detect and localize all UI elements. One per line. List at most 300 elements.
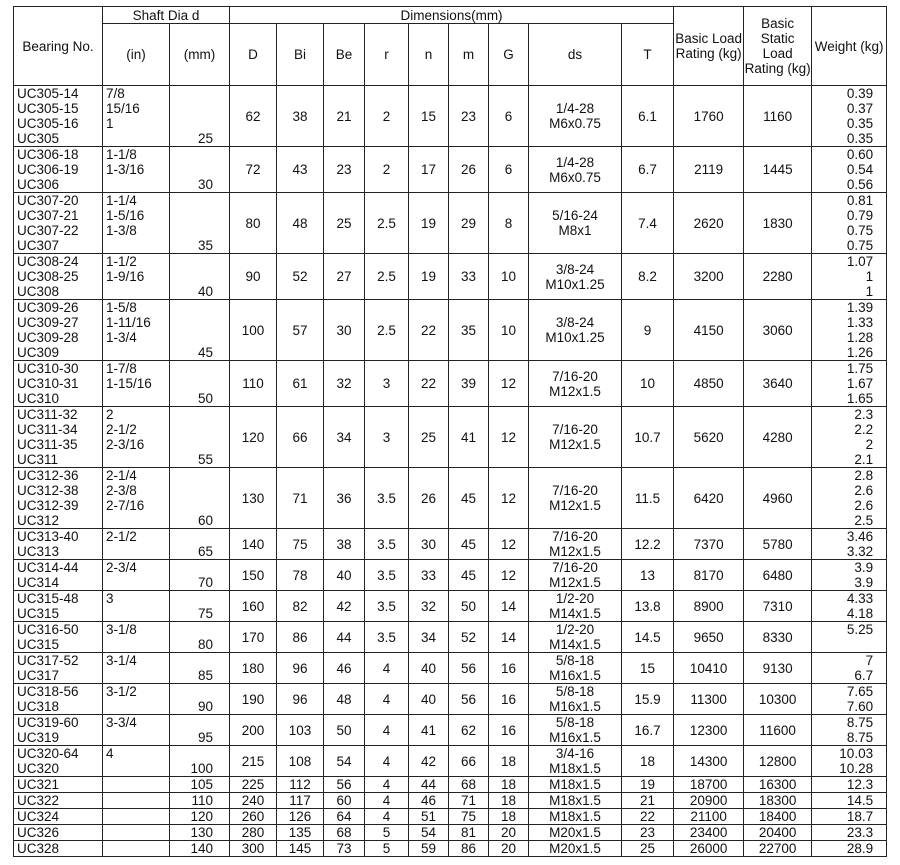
basic-static-cell: 1445 bbox=[744, 147, 812, 193]
dim-t-cell: 15.9 bbox=[622, 684, 674, 715]
shaft-in: 2-3/16 bbox=[106, 437, 145, 452]
dim-r-cell: 4 bbox=[365, 653, 409, 684]
dim-r-cell: 2.5 bbox=[365, 193, 409, 254]
dim-t-cell: 21 bbox=[622, 793, 674, 809]
dim-d-cell: 110 bbox=[230, 361, 277, 407]
dim-g-cell: 10 bbox=[489, 300, 529, 361]
dim-g-cell: 6 bbox=[489, 147, 529, 193]
bearing-no-cell bbox=[14, 86, 103, 147]
dim-ds-cell bbox=[529, 468, 622, 529]
bearing-no: UC324 bbox=[17, 809, 60, 824]
dim-be-cell: 56 bbox=[324, 777, 365, 793]
weight-value: 1.75 bbox=[846, 361, 874, 376]
shaft-in: 2-1/2 bbox=[106, 529, 137, 544]
dim-r-cell: 5 bbox=[365, 825, 409, 841]
dim-ds-cell bbox=[529, 825, 622, 841]
shaft-mm-cell: 50 bbox=[170, 361, 230, 407]
ds-value: 7/16-20 bbox=[552, 483, 598, 498]
header-T: T bbox=[622, 24, 674, 86]
bearing-no: UC309-28 bbox=[17, 330, 79, 345]
dim-n-cell: 42 bbox=[409, 746, 449, 777]
dim-be-cell: 36 bbox=[324, 468, 365, 529]
dim-ds-cell bbox=[529, 86, 622, 147]
ds-value: M18x1.5 bbox=[549, 809, 601, 824]
shaft-in: 3 bbox=[106, 591, 114, 606]
ds-value: 1/4-28 bbox=[555, 154, 595, 170]
weight-value: 2.6 bbox=[854, 498, 874, 513]
dim-be-cell: 21 bbox=[324, 86, 365, 147]
bearing-no: UC311-32 bbox=[17, 407, 78, 422]
ds-value: 5/8-18 bbox=[555, 653, 595, 668]
ds-value: 1/4-28 bbox=[555, 101, 595, 116]
shaft-in-cell bbox=[103, 591, 170, 622]
shaft-mm-cell: 95 bbox=[170, 715, 230, 746]
dim-t-cell: 6.7 bbox=[622, 147, 674, 193]
shaft-in: 2-3/4 bbox=[106, 560, 137, 575]
shaft-in-cell bbox=[103, 825, 170, 841]
dim-be-cell: 50 bbox=[324, 715, 365, 746]
weight-value: 0.37 bbox=[846, 101, 874, 116]
shaft-in: 1-11/16 bbox=[106, 315, 151, 330]
dim-m-cell: 33 bbox=[449, 254, 489, 300]
weight-value: 0.75 bbox=[846, 223, 874, 238]
dim-t-cell: 12.2 bbox=[622, 529, 674, 560]
dim-r-cell: 3 bbox=[365, 361, 409, 407]
weight-cell bbox=[812, 591, 887, 622]
ds-value: 7/16-20 bbox=[552, 422, 598, 437]
bearing-no: UC320-64 bbox=[17, 746, 79, 761]
weight-cell bbox=[812, 777, 887, 793]
shaft-in: 1-1/8 bbox=[106, 147, 137, 162]
shaft-in: 1-3/4 bbox=[106, 330, 137, 345]
shaft-in: 1-1/2 bbox=[106, 254, 137, 269]
dim-ds-cell bbox=[529, 254, 622, 300]
basic-static-cell: 2280 bbox=[744, 254, 812, 300]
shaft-in: 3-1/8 bbox=[106, 622, 137, 637]
dim-n-cell: 19 bbox=[409, 254, 449, 300]
dim-ds-cell bbox=[529, 361, 622, 407]
dim-t-cell: 11.5 bbox=[622, 468, 674, 529]
weight-cell bbox=[812, 407, 887, 468]
basic-static-cell: 5780 bbox=[744, 529, 812, 560]
weight-value: 0.81 bbox=[846, 193, 874, 208]
shaft-in-cell bbox=[103, 529, 170, 560]
bearing-no-cell bbox=[14, 560, 103, 591]
dim-bi-cell: 117 bbox=[277, 793, 324, 809]
bearing-no-cell bbox=[14, 147, 103, 193]
weight-value: 0.39 bbox=[846, 86, 874, 101]
dim-r-cell: 2.5 bbox=[365, 254, 409, 300]
basic-load-cell: 2119 bbox=[674, 147, 744, 193]
dim-be-cell: 73 bbox=[324, 841, 365, 857]
ds-value: M16x1.5 bbox=[549, 730, 601, 745]
bearing-no-cell bbox=[14, 715, 103, 746]
bearing-no-cell bbox=[14, 529, 103, 560]
dim-m-cell: 26 bbox=[449, 147, 489, 193]
dim-d-cell: 200 bbox=[230, 715, 277, 746]
bearing-no: UC306-18 bbox=[17, 147, 79, 162]
bearing-no: UC328 bbox=[17, 841, 60, 856]
weight-value: 2.6 bbox=[854, 483, 874, 498]
bearing-no: UC312 bbox=[17, 513, 60, 528]
table-row bbox=[14, 715, 887, 746]
basic-static-cell: 10300 bbox=[744, 684, 812, 715]
basic-load-cell: 2620 bbox=[674, 193, 744, 254]
shaft-mm-cell: 140 bbox=[170, 841, 230, 857]
shaft-in-cell bbox=[103, 715, 170, 746]
weight-value: 7 bbox=[865, 653, 874, 668]
dim-m-cell: 86 bbox=[449, 841, 489, 857]
dim-ds-cell bbox=[529, 560, 622, 591]
ds-value: 5/8-18 bbox=[555, 684, 595, 699]
shaft-mm-cell: 75 bbox=[170, 591, 230, 622]
dim-be-cell: 60 bbox=[324, 793, 365, 809]
dim-m-cell: 75 bbox=[449, 809, 489, 825]
dim-d-cell: 72 bbox=[230, 147, 277, 193]
header-in: (in) bbox=[103, 24, 170, 86]
bearing-no: UC305-15 bbox=[17, 101, 79, 116]
header-shaft-dia: Shaft Dia d bbox=[103, 7, 230, 24]
dim-d-cell: 62 bbox=[230, 86, 277, 147]
bearing-no: UC309-27 bbox=[17, 315, 79, 330]
ds-value: M12x1.5 bbox=[549, 575, 601, 590]
dim-g-cell: 12 bbox=[489, 407, 529, 468]
bearing-no-cell bbox=[14, 300, 103, 361]
table-row bbox=[14, 529, 887, 560]
dim-g-cell: 18 bbox=[489, 793, 529, 809]
bearing-no-cell bbox=[14, 193, 103, 254]
dim-m-cell: 50 bbox=[449, 591, 489, 622]
header-dimensions: Dimensions(mm) bbox=[230, 7, 674, 24]
dim-ds-cell bbox=[529, 777, 622, 793]
dim-g-cell: 16 bbox=[489, 684, 529, 715]
dim-r-cell: 4 bbox=[365, 777, 409, 793]
bearing-no: UC326 bbox=[17, 825, 60, 840]
weight-value: 5.25 bbox=[846, 622, 874, 637]
shaft-in-cell bbox=[103, 793, 170, 809]
shaft-in-cell bbox=[103, 254, 170, 300]
basic-load-cell: 8170 bbox=[674, 560, 744, 591]
weight-value: 0.35 bbox=[846, 116, 874, 131]
dim-n-cell: 32 bbox=[409, 591, 449, 622]
dim-bi-cell: 126 bbox=[277, 809, 324, 825]
dim-m-cell: 23 bbox=[449, 86, 489, 147]
dim-be-cell: 42 bbox=[324, 591, 365, 622]
basic-static-cell: 9130 bbox=[744, 653, 812, 684]
weight-cell bbox=[812, 147, 887, 193]
shaft-mm-cell: 25 bbox=[170, 86, 230, 147]
dim-bi-cell: 96 bbox=[277, 653, 324, 684]
basic-static-cell: 4960 bbox=[744, 468, 812, 529]
dim-m-cell: 45 bbox=[449, 529, 489, 560]
basic-load-cell: 20900 bbox=[674, 793, 744, 809]
dim-r-cell: 3.5 bbox=[365, 468, 409, 529]
shaft-in: 2-1/4 bbox=[106, 468, 137, 483]
weight-value: 3.9 bbox=[854, 575, 874, 590]
basic-load-cell: 26000 bbox=[674, 841, 744, 857]
dim-bi-cell: 135 bbox=[277, 825, 324, 841]
weight-value: 1.39 bbox=[846, 300, 874, 315]
shaft-mm-cell: 70 bbox=[170, 560, 230, 591]
bearing-no-cell bbox=[14, 825, 103, 841]
dim-bi-cell: 145 bbox=[277, 841, 324, 857]
dim-be-cell: 48 bbox=[324, 684, 365, 715]
table-row bbox=[14, 825, 887, 841]
dim-r-cell: 4 bbox=[365, 684, 409, 715]
dim-r-cell: 4 bbox=[365, 809, 409, 825]
shaft-in-cell bbox=[103, 361, 170, 407]
table-row bbox=[14, 147, 887, 193]
dim-be-cell: 27 bbox=[324, 254, 365, 300]
table-row bbox=[14, 468, 887, 529]
shaft-in: 3-1/4 bbox=[106, 653, 137, 668]
shaft-mm-cell: 85 bbox=[170, 653, 230, 684]
dim-d-cell: 150 bbox=[230, 560, 277, 591]
dim-m-cell: 45 bbox=[449, 468, 489, 529]
ds-value: 7/16-20 bbox=[552, 368, 598, 384]
dim-t-cell: 10 bbox=[622, 361, 674, 407]
weight-value: 1.33 bbox=[846, 315, 874, 330]
ds-value: M20x1.5 bbox=[549, 825, 601, 840]
dim-g-cell: 10 bbox=[489, 254, 529, 300]
bearing-no-cell bbox=[14, 361, 103, 407]
shaft-mm-cell: 40 bbox=[170, 254, 230, 300]
dim-bi-cell: 61 bbox=[277, 361, 324, 407]
dim-ds-cell bbox=[529, 407, 622, 468]
basic-load-cell: 5620 bbox=[674, 407, 744, 468]
dim-t-cell: 9 bbox=[622, 300, 674, 361]
weight-value: 2.8 bbox=[854, 468, 874, 483]
basic-static-cell: 7310 bbox=[744, 591, 812, 622]
bearing-spec-table bbox=[13, 6, 887, 857]
bearing-no: UC315 bbox=[17, 637, 60, 652]
dim-n-cell: 22 bbox=[409, 361, 449, 407]
shaft-in: 1-5/8 bbox=[106, 300, 137, 315]
weight-value: 1.65 bbox=[846, 391, 874, 406]
dim-bi-cell: 48 bbox=[277, 193, 324, 254]
dim-g-cell: 16 bbox=[489, 653, 529, 684]
shaft-in: 1-9/16 bbox=[106, 269, 145, 284]
weight-cell bbox=[812, 653, 887, 684]
bearing-no: UC305 bbox=[17, 131, 60, 146]
dim-d-cell: 170 bbox=[230, 622, 277, 653]
basic-static-cell: 3640 bbox=[744, 361, 812, 407]
weight-value: 1.67 bbox=[846, 376, 874, 391]
bearing-no: UC322 bbox=[17, 793, 60, 808]
shaft-in-cell bbox=[103, 841, 170, 857]
dim-be-cell: 68 bbox=[324, 825, 365, 841]
dim-n-cell: 22 bbox=[409, 300, 449, 361]
table-row bbox=[14, 560, 887, 591]
ds-value: M14x1.5 bbox=[549, 606, 601, 621]
table-row bbox=[14, 193, 887, 254]
dim-n-cell: 46 bbox=[409, 793, 449, 809]
basic-load-cell: 23400 bbox=[674, 825, 744, 841]
ds-value: M6x0.75 bbox=[549, 116, 601, 131]
shaft-in: 1-7/8 bbox=[106, 361, 137, 376]
dim-m-cell: 66 bbox=[449, 746, 489, 777]
shaft-in-cell bbox=[103, 193, 170, 254]
dim-bi-cell: 103 bbox=[277, 715, 324, 746]
bearing-no: UC309 bbox=[17, 345, 60, 360]
bearing-no: UC307 bbox=[17, 238, 60, 253]
dim-bi-cell: 86 bbox=[277, 622, 324, 653]
ds-value: M18x1.5 bbox=[549, 777, 601, 792]
basic-static-cell: 1160 bbox=[744, 86, 812, 147]
bearing-no-cell bbox=[14, 841, 103, 857]
dim-n-cell: 44 bbox=[409, 777, 449, 793]
bearing-no-cell bbox=[14, 653, 103, 684]
table-row bbox=[14, 254, 887, 300]
shaft-in: 2-7/16 bbox=[106, 498, 145, 513]
bearing-no: UC319-60 bbox=[17, 715, 79, 730]
weight-value: 1.28 bbox=[846, 330, 874, 345]
dim-be-cell: 38 bbox=[324, 529, 365, 560]
weight-cell bbox=[812, 715, 887, 746]
weight-value: 0.79 bbox=[846, 208, 874, 223]
dim-m-cell: 56 bbox=[449, 653, 489, 684]
ds-value: M18x1.5 bbox=[549, 761, 601, 776]
ds-value: 3/8-24 bbox=[555, 261, 595, 277]
dim-g-cell: 20 bbox=[489, 841, 529, 857]
dim-be-cell: 46 bbox=[324, 653, 365, 684]
dim-d-cell: 190 bbox=[230, 684, 277, 715]
weight-value: 0.60 bbox=[846, 147, 874, 162]
weight-value: 3.46 bbox=[846, 529, 874, 544]
dim-ds-cell bbox=[529, 793, 622, 809]
dim-n-cell: 40 bbox=[409, 684, 449, 715]
dim-g-cell: 14 bbox=[489, 622, 529, 653]
header-basic-load: Basic Load Rating (kg) bbox=[674, 7, 744, 86]
dim-t-cell: 23 bbox=[622, 825, 674, 841]
basic-static-cell: 11600 bbox=[744, 715, 812, 746]
weight-value: 3.32 bbox=[846, 544, 874, 559]
dim-n-cell: 30 bbox=[409, 529, 449, 560]
dim-m-cell: 35 bbox=[449, 300, 489, 361]
weight-cell bbox=[812, 560, 887, 591]
shaft-in-cell bbox=[103, 407, 170, 468]
dim-ds-cell bbox=[529, 591, 622, 622]
shaft-in: 1-15/16 bbox=[106, 376, 152, 391]
table-row bbox=[14, 361, 887, 407]
weight-cell bbox=[812, 193, 887, 254]
weight-value: 8.75 bbox=[846, 715, 874, 730]
bearing-no-cell bbox=[14, 407, 103, 468]
basic-static-cell: 22700 bbox=[744, 841, 812, 857]
header-n: n bbox=[409, 24, 449, 86]
ds-value: M10x1.25 bbox=[545, 330, 605, 345]
dim-m-cell: 62 bbox=[449, 715, 489, 746]
dim-ds-cell bbox=[529, 147, 622, 193]
weight-cell bbox=[812, 622, 887, 653]
weight-cell bbox=[812, 361, 887, 407]
dim-d-cell: 80 bbox=[230, 193, 277, 254]
dim-ds-cell bbox=[529, 653, 622, 684]
shaft-in: 1-1/4 bbox=[106, 193, 137, 208]
weight-value: 7.60 bbox=[846, 699, 874, 714]
shaft-in: 4 bbox=[106, 746, 114, 761]
weight-cell bbox=[812, 300, 887, 361]
dim-bi-cell: 112 bbox=[277, 777, 324, 793]
basic-static-cell: 1830 bbox=[744, 193, 812, 254]
basic-static-cell: 18400 bbox=[744, 809, 812, 825]
dim-g-cell: 6 bbox=[489, 86, 529, 147]
bearing-no: UC305-16 bbox=[17, 116, 79, 131]
dim-be-cell: 30 bbox=[324, 300, 365, 361]
bearing-no: UC310-31 bbox=[17, 376, 79, 391]
shaft-mm-cell: 90 bbox=[170, 684, 230, 715]
weight-value: 28.9 bbox=[846, 841, 874, 856]
shaft-in: 2-3/8 bbox=[106, 483, 137, 498]
ds-value: 3/8-24 bbox=[555, 315, 595, 330]
header-basic-static: Basic Static Load Rating (kg) bbox=[744, 7, 812, 86]
dim-n-cell: 26 bbox=[409, 468, 449, 529]
ds-value: 7/16-20 bbox=[552, 560, 598, 575]
ds-value: M6x0.75 bbox=[549, 169, 601, 185]
dim-t-cell: 14.5 bbox=[622, 622, 674, 653]
dim-r-cell: 3.5 bbox=[365, 622, 409, 653]
bearing-no: UC306-19 bbox=[17, 162, 79, 177]
shaft-mm-cell: 120 bbox=[170, 809, 230, 825]
dim-n-cell: 59 bbox=[409, 841, 449, 857]
basic-load-cell: 1760 bbox=[674, 86, 744, 147]
ds-value: M14x1.5 bbox=[549, 637, 601, 652]
dim-bi-cell: 52 bbox=[277, 254, 324, 300]
header-m: m bbox=[449, 24, 489, 86]
bearing-no: UC315 bbox=[17, 606, 60, 621]
weight-value: 3.9 bbox=[854, 560, 874, 575]
weight-value: 2.2 bbox=[854, 422, 874, 437]
basic-static-cell: 20400 bbox=[744, 825, 812, 841]
shaft-in: 2-1/2 bbox=[106, 422, 137, 437]
bearing-no: UC310 bbox=[17, 391, 60, 406]
dim-n-cell: 33 bbox=[409, 560, 449, 591]
shaft-mm-cell: 105 bbox=[170, 777, 230, 793]
dim-m-cell: 68 bbox=[449, 777, 489, 793]
dim-bi-cell: 71 bbox=[277, 468, 324, 529]
dim-r-cell: 2 bbox=[365, 86, 409, 147]
weight-cell bbox=[812, 793, 887, 809]
dim-d-cell: 240 bbox=[230, 793, 277, 809]
dim-g-cell: 18 bbox=[489, 809, 529, 825]
dim-ds-cell bbox=[529, 809, 622, 825]
header-r: r bbox=[365, 24, 409, 86]
basic-load-cell: 8900 bbox=[674, 591, 744, 622]
basic-load-cell: 3200 bbox=[674, 254, 744, 300]
dim-g-cell: 18 bbox=[489, 746, 529, 777]
table-row bbox=[14, 300, 887, 361]
bearing-no-cell bbox=[14, 684, 103, 715]
bearing-no: UC311-35 bbox=[17, 437, 78, 452]
dim-n-cell: 19 bbox=[409, 193, 449, 254]
dim-bi-cell: 96 bbox=[277, 684, 324, 715]
dim-bi-cell: 75 bbox=[277, 529, 324, 560]
dim-bi-cell: 108 bbox=[277, 746, 324, 777]
header-D: D bbox=[230, 24, 277, 86]
shaft-mm-cell: 45 bbox=[170, 300, 230, 361]
header-weight: Weight (kg) bbox=[812, 7, 887, 86]
shaft-mm-cell: 35 bbox=[170, 193, 230, 254]
dim-g-cell: 12 bbox=[489, 361, 529, 407]
bearing-no: UC308 bbox=[17, 284, 60, 299]
table-row bbox=[14, 591, 887, 622]
basic-static-cell: 6480 bbox=[744, 560, 812, 591]
shaft-in-cell bbox=[103, 622, 170, 653]
basic-load-cell: 18700 bbox=[674, 777, 744, 793]
bearing-no: UC309-26 bbox=[17, 300, 79, 315]
basic-load-cell: 4850 bbox=[674, 361, 744, 407]
weight-value: 0.35 bbox=[846, 131, 874, 146]
